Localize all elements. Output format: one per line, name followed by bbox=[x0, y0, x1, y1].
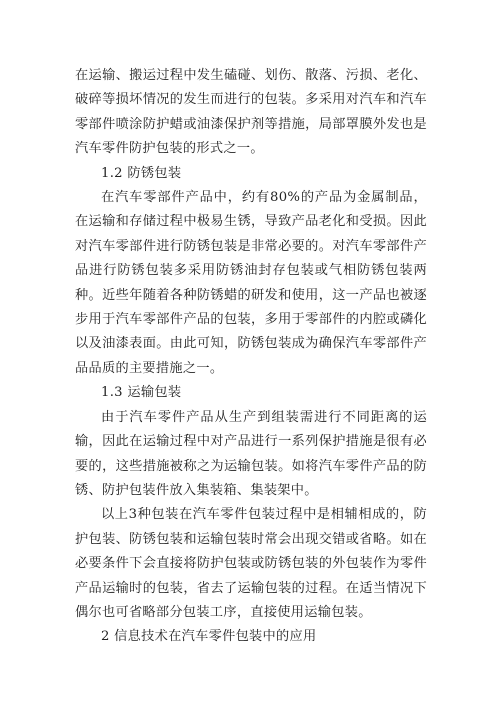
document-body bbox=[75, 64, 427, 650]
paragraph-transport-packaging: 由于汽车零件产品从生产到组装需进行不同距离的运输，因此在运输过程中对产品进行一系列保护措施是很有必要的，这些措施被称之为运输包装。如将汽车零件产品的防锈、防护包装件放入集装箱、集装架中。 bbox=[75, 409, 427, 498]
section-heading-rust-prevention: 1.2 防锈包装 bbox=[101, 165, 182, 181]
section-heading-information-technology: 2 信息技术在汽车零件包装中的应用 bbox=[101, 629, 317, 645]
paragraph-protective-packaging-continued: 在运输、搬运过程中发生磕碰、划伤、散落、污损、老化、破碎等损坏情况的发生而进行的包装。多采用对汽车和汽车零部件喷涂防护蜡或油漆保护剂等措施，局部罩膜外发也是汽车零件防护包装的形式之一。 bbox=[75, 68, 427, 157]
paragraph-rust-prevention: 在汽车零部件产品中，约有80%的产品为金属制品，在运输和存储过程中极易生锈，导致产品老化和受损。因此对汽车零部件进行防锈包装是非常必要的。对汽车零部件产品进行防锈包装多采用防锈油封存包装或气相防锈包装两种。近些年随着各种防锈蜡的研发和使用，这一产品也被逐步用于汽车零部件产品的包装，多用于零部件的内腔或磷化以及油漆表面。由此可知，防锈包装成为确保汽车零部件产品品质的主要措施之一。 bbox=[75, 190, 427, 376]
paragraph-packaging-summary: 以上3种包装在汽车零件包装过程中是相辅相成的，防护包装、防锈包装和运输包装时常会出现交错或省略。如在必要条件下会直接将防护包装或防锈包装的外包装作为零件产品运输时的包装，省去了运输包装的过程。在适当情况下偶尔也可省略部分包装工序，直接使用运输包装。 bbox=[75, 507, 427, 620]
section-heading-transport-packaging: 1.3 运输包装 bbox=[101, 385, 182, 401]
